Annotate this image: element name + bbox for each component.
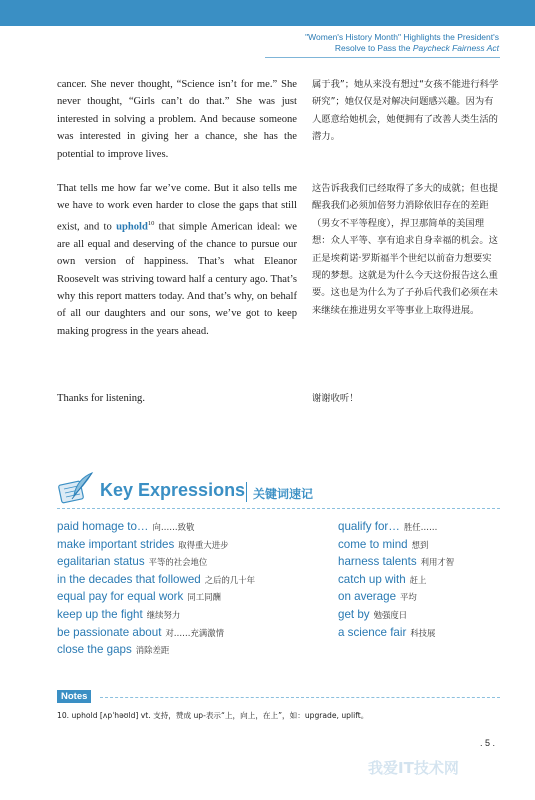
list-item: [338, 623, 454, 641]
header-rule: [265, 57, 500, 58]
list-item: [57, 552, 255, 570]
header-line-2-prefix: Resolve to Pass the: [334, 43, 413, 53]
keyword-uphold: uphold: [116, 221, 148, 233]
expression-en: egalitarian status: [57, 555, 145, 569]
expression-en: make important strides: [57, 537, 175, 551]
header-line-2: [199, 43, 499, 54]
expression-zh: 平均: [400, 592, 417, 603]
expression-zh: 想到: [411, 539, 429, 550]
list-item: [338, 535, 454, 553]
expression-zh: 利用才智: [420, 557, 455, 568]
list-item: [338, 570, 454, 588]
list-item: [57, 517, 255, 535]
expression-zh: 平等的社会地位: [148, 557, 208, 568]
header-line-1: "Women's History Month" Highlights the President's: [305, 32, 499, 42]
list-item: [338, 552, 454, 570]
list-item: [57, 605, 255, 623]
expression-zh: 取得重大进步: [178, 539, 229, 550]
list-item: [338, 587, 454, 605]
list-item: [57, 535, 255, 553]
expression-en: harness talents: [338, 555, 417, 569]
paragraph-2-en-before: That tells me how far we’ve come. But it also tells me we have to work even harder to close the gaps that still exist, and to: [57, 183, 297, 233]
expression-en: paid homage to…: [57, 520, 149, 533]
notes-label: Notes: [57, 690, 91, 703]
paragraph-2-en: [57, 180, 297, 340]
notes-rule: [100, 697, 500, 698]
key-expressions-title-zh: 关键词速记: [253, 487, 314, 501]
paragraph-3-zh: 谢谢收听！: [312, 393, 359, 404]
expression-zh: 消除差距: [135, 645, 170, 656]
list-item: [338, 605, 454, 623]
list-item: [57, 640, 255, 658]
expression-en: close the gaps: [57, 643, 132, 657]
quill-notebook-icon: [56, 471, 96, 505]
expression-zh: 胜任……: [403, 522, 438, 532]
running-header: [199, 32, 499, 54]
expression-en: equal pay for equal work: [57, 590, 184, 604]
expression-list-left: [57, 517, 255, 658]
footnote-ref-10: 10: [147, 219, 155, 227]
paragraph-2-zh: 这告诉我我们已经取得了多大的成就；但也提醒我我们必须加倍努力消除依旧存在的差距（男女不平等程度），捍卫那简单的美国理想：众人平等、享有追求自身幸福的机会。这正是埃莉诺·罗斯福半个世纪以前奋力想要实现的梦想。这就是为什么今天这份报告这么重要。这也是为什么为了子孙后代我们必须在未来继续在推进男女平等事业上取得进展。: [312, 183, 498, 316]
expression-en: qualify for…: [338, 520, 400, 533]
watermark: 我爱IT技术网: [368, 759, 459, 777]
list-item: [57, 570, 255, 588]
expression-en: catch up with: [338, 572, 406, 586]
list-item: [338, 517, 454, 535]
expression-en: a science fair: [338, 625, 407, 639]
expression-en: come to mind: [338, 537, 408, 551]
paragraph-3-en: Thanks for listening.: [57, 393, 145, 404]
header-act-title: Paycheck Fairness Act: [412, 43, 499, 53]
key-expressions-rule: [57, 508, 500, 509]
expression-zh: 同工同酬: [187, 592, 221, 603]
key-expressions-title: Key Expressions: [100, 480, 246, 500]
list-item: [57, 623, 255, 641]
expression-zh: 勉强度日: [373, 609, 408, 620]
expression-en: in the decades that followed: [57, 572, 201, 586]
expression-en: get by: [338, 607, 370, 621]
paragraph-1-zh: 属于我”；她从来没有想过“女孩不能进行科学研究”；她仅仅是对解决问题感兴趣。因为有人愿意给她机会，她便拥有了改善人类生活的潜力。: [312, 79, 499, 143]
expression-list-right: [338, 517, 454, 640]
paragraph-2-en-after: that simple American ideal: we are all equal and deserving of the chance to pursue our own version of happiness. That’s what Eleanor Roosevelt was striving toward half a century ago. That’s why this report matters today. And that’s why, on behalf of all our daughters and our sons, we’ve got to keep making progress in the years ahead.: [57, 221, 297, 337]
page-number: . 5 .: [480, 738, 496, 748]
header-bar: [0, 0, 535, 26]
expression-zh: 之后的几十年: [204, 574, 255, 585]
paragraph-1-en: cancer. She never thought, “Science isn’t for me.” She never thought, “Girls can’t do that.” She was just interested in solving a problem. And because someone was interested in giving her a chance, she has the potential to improve lives.: [57, 79, 297, 160]
expression-zh: 继续努力: [146, 609, 181, 620]
list-item: [57, 587, 255, 605]
expression-zh: 对……充满激情: [165, 627, 225, 638]
title-separator: [246, 482, 247, 502]
expression-zh: 向……致敬: [152, 522, 195, 532]
footnote-10: 10. uphold [ʌpˈhəʊld] vt. 支持，赞成 up-表示“上，向上，在上”，如：upgrade, uplift。: [57, 711, 369, 720]
expression-en: keep up the fight: [57, 607, 143, 621]
expression-zh: 科技展: [410, 627, 436, 638]
expression-en: be passionate about: [57, 625, 162, 639]
expression-zh: 赶上: [409, 574, 427, 585]
expression-en: on average: [338, 590, 397, 604]
